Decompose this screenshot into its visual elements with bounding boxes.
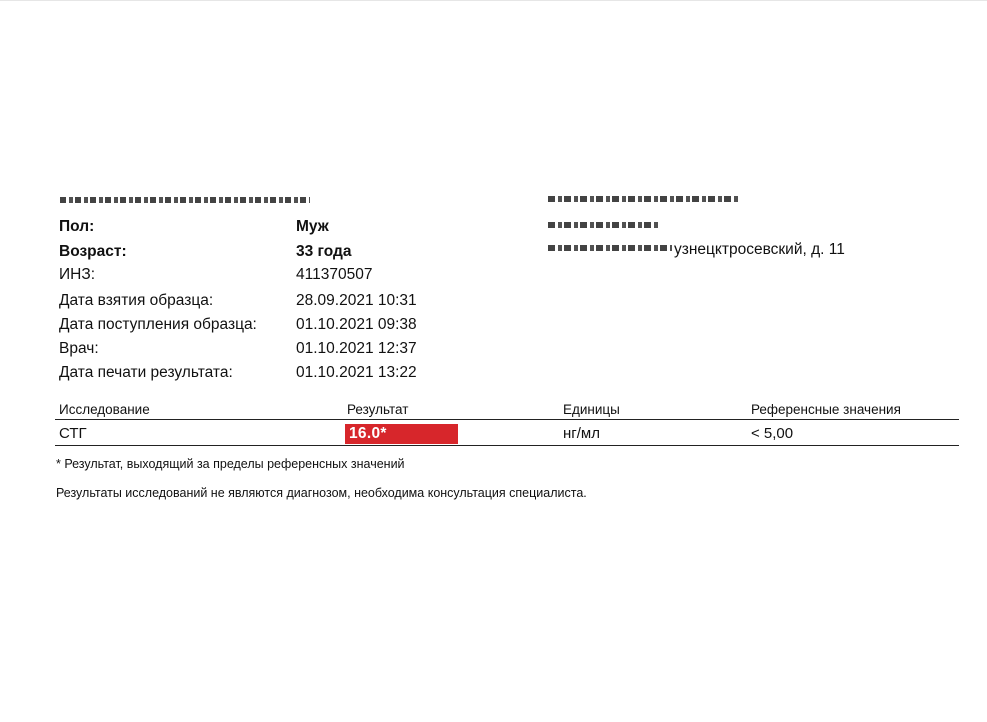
col-header-reference: Референсные значения <box>751 402 901 417</box>
test-name: СТГ <box>59 425 87 442</box>
redacted-patient-name <box>60 193 320 207</box>
out-of-range-note: * Результат, выходящий за пределы референсных значений <box>56 457 405 471</box>
disclaimer-note: Результаты исследований не являются диагнозом, необходима консультация специалиста. <box>56 486 587 500</box>
page-top-border <box>0 0 987 1</box>
sample-date-value: 28.09.2021 10:31 <box>296 292 417 309</box>
result-value-flagged: 16.0* <box>345 424 458 444</box>
sex-label: Пол: <box>59 218 95 235</box>
print-date-label: Дата печати результата: <box>59 364 233 381</box>
col-header-units: Единицы <box>563 402 620 417</box>
inz-label: ИНЗ: <box>59 266 96 283</box>
col-header-test: Исследование <box>59 402 150 417</box>
table-bottom-divider <box>55 445 959 446</box>
age-label: Возраст: <box>59 243 127 260</box>
reference-range: < 5,00 <box>751 425 794 442</box>
age-value: 33 года <box>296 243 352 260</box>
redacted-organization-phone <box>548 222 660 228</box>
result-units: нг/мл <box>563 425 600 442</box>
received-date-label: Дата поступления образца: <box>59 316 257 333</box>
redacted-organization-name <box>548 196 738 202</box>
doctor-label: Врач: <box>59 340 99 357</box>
redacted-organization-address <box>548 245 672 251</box>
sex-value: Муж <box>296 218 329 235</box>
sample-date-label: Дата взятия образца: <box>59 292 214 309</box>
inz-value: 411370507 <box>296 266 373 283</box>
doctor-value: 01.10.2021 12:37 <box>296 340 417 357</box>
print-date-value: 01.10.2021 13:22 <box>296 364 417 381</box>
organization-address-fragment: узнецктросевский, д. 11 <box>674 241 845 258</box>
col-header-result: Результат <box>347 402 409 417</box>
table-header-divider <box>55 419 959 420</box>
received-date-value: 01.10.2021 09:38 <box>296 316 417 333</box>
